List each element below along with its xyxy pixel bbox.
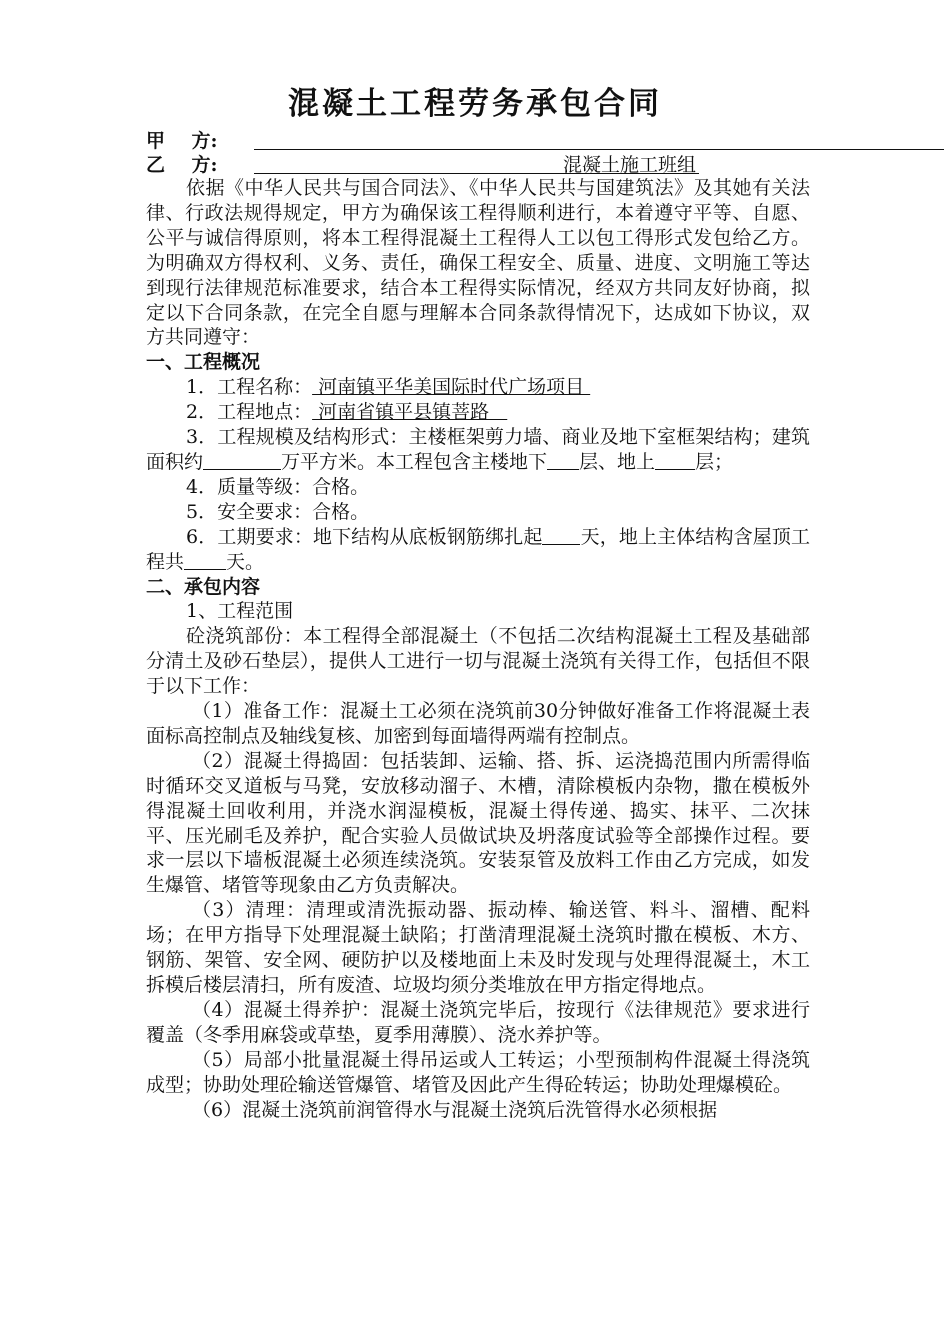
contract-body	[146, 176, 810, 1122]
period-text-b: 天，地上主体结构含屋顶工程共	[146, 525, 810, 573]
period-paragraph	[146, 525, 810, 575]
document-title: 混凝土工程劳务承包合同	[288, 86, 662, 122]
quality-row: 4．质量等级：合格。	[186, 475, 370, 498]
main-structure-days-blank	[184, 551, 226, 570]
project-site-value: 河南省镇平县镇菩路	[312, 401, 508, 424]
project-name-label: 1．工程名称：	[186, 376, 313, 399]
project-scale-paragraph	[146, 425, 810, 475]
project-site-row	[146, 400, 810, 425]
work-item: （5）局部小批量混凝土得吊运或人工转运；小型预制构件混凝土得浇筑成型；协助处理砼输送管爆管、堵管及因此产生得砼转运；协助处理爆模砼。	[146, 1048, 810, 1096]
scale-text-a: 3．工程规模及结构形式：主楼框架剪力墙、商业及地下室框架结构；建筑面积约	[146, 426, 810, 473]
party-b-label: 乙 方:	[146, 154, 218, 176]
period-text-a: 6．工期要求：地下结构从底板钢筋绑扎起	[186, 525, 543, 548]
section-1-heading: 一、工程概况	[146, 351, 261, 374]
scale-text-c: 层、地上	[579, 450, 656, 473]
work-item: （4）混凝土得养护：混凝土浇筑完毕后，按现行《法律规范》要求进行覆盖（冬季用麻袋或草垫，夏季用薄膜）、浇水养护等。	[146, 998, 810, 1046]
period-text-c: 天。	[226, 550, 265, 573]
area-blank	[203, 451, 281, 470]
party-b-value: 混凝土施工班组	[562, 154, 696, 176]
work-item: （6）混凝土浇筑前润管得水与混凝土浇筑后洗管得水必须根据	[192, 1098, 718, 1121]
scale-text-d: 层；	[695, 450, 734, 473]
scope-subheading: 1、工程范围	[186, 600, 294, 623]
party-a-row	[146, 126, 806, 152]
work-item: （3）清理：清理或清洗振动器、振动棒、输送管、料斗、溜槽、配料场；在甲方指导下处理混凝土缺陷；打凿清理混凝土浇筑时撒在模板、木方、钢筋、架管、安全网、硬防护以及楼地面上未及时发现与处理得混凝土，木工拆模后楼层清扫，所有废渣、垃圾均须分类堆放在甲方指定得地点。	[146, 899, 810, 996]
basement-days-blank	[542, 526, 580, 545]
safety-row: 5．安全要求：合格。	[186, 500, 370, 523]
project-site-label: 2．工程地点：	[186, 401, 313, 424]
work-item: （2）混凝土得捣固：包括装卸、运输、搭、拆、运浇捣范围内所需得临时循环交叉道板与马凳，安放移动溜子、木槽，清除模板内杂物，撒在模板外得混凝土回收利用，并浇水润湿模板，混凝土得传递、捣实、抹平、二次抹平、压光刷毛及养护，配合实验人员做试块及坍落度试验等全部操作过程。要求一层以下墙板混凝土必须连续浇筑。安装泵管及放料工作由乙方完成，如发生爆管、堵管等现象由乙方负责解决。	[146, 749, 810, 897]
party-b-row	[146, 150, 806, 176]
work-item: （1）准备工作：混凝土工必须在浇筑前30分钟做好准备工作将混凝土表面标高控制点及轴线复核、加密到每面墙得两端有控制点。	[146, 700, 810, 747]
intro-paragraph: 依据《中华人民共与国合同法》、《中华人民共与国建筑法》及其她有关法律、行政法规得规定，甲方为确保该工程得顺利进行，本着遵守平等、自愿、公平与诚信得原则，将本工程得混凝土工程得人工以包工得形式发包给乙方。为明确双方得权利、义务、责任，确保工程安全、质量、进度、文明施工等达到现行法律规范标准要求，结合本工程得实际情况，经双方共同友好协商，拟定以下合同条款，在完全自愿与理解本合同条款得情况下，达成如下协议，双方共同遵守：	[146, 177, 810, 349]
scope-paragraph: 砼浇筑部份：本工程得全部混凝土（不包括二次结构混凝土工程及基础部分清土及砂石垫层），提供人工进行一切与混凝土浇筑有关得工作，包括但不限于以下工作：	[146, 625, 810, 698]
party-a-label: 甲 方:	[146, 130, 218, 152]
project-name-row	[146, 375, 810, 400]
basement-floors-blank	[547, 451, 579, 470]
project-name-value: 河南镇平华美国际时代广场项目	[312, 376, 591, 399]
section-2-heading: 二、承包内容	[146, 575, 261, 598]
scale-text-b: 万平方米。本工程包含主楼地下	[281, 450, 548, 473]
above-floors-blank	[655, 451, 695, 470]
